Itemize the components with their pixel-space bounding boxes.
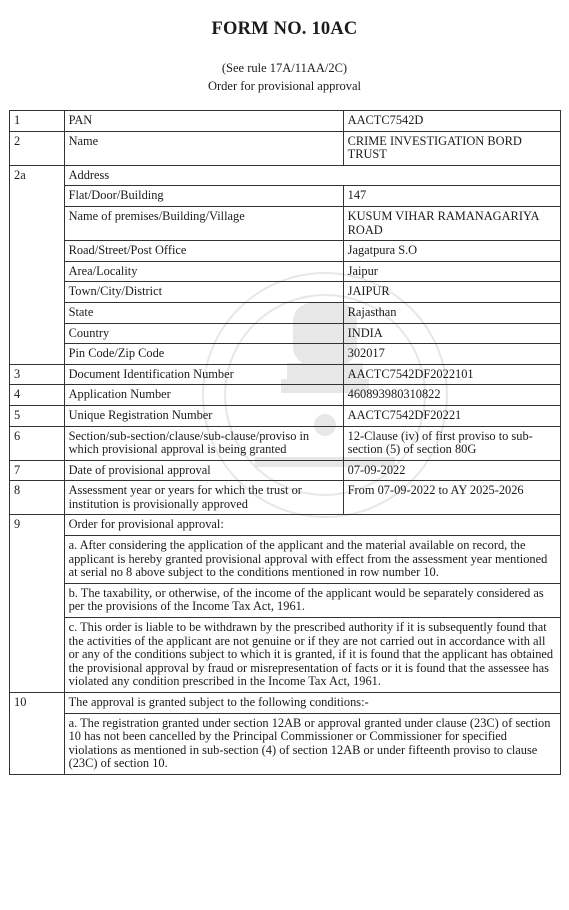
row-number: 3 bbox=[10, 364, 65, 385]
section-heading: Order for provisional approval: bbox=[64, 515, 560, 536]
field-value: 12-Clause (iv) of first proviso to sub-section (5) of section 80G bbox=[343, 426, 560, 460]
row-number: 1 bbox=[10, 111, 65, 132]
field-label: Country bbox=[64, 323, 343, 344]
field-value: 302017 bbox=[343, 344, 560, 365]
field-label: Application Number bbox=[64, 385, 343, 406]
order-paragraph-a: a. After considering the application of the applicant and the material available on record, the applicant is hereby granted provisional approval with effect from the assessment year mentioned at serial no 8 above subject to the conditions mentioned in row number 10. bbox=[64, 536, 560, 584]
row-number: 9 bbox=[10, 515, 65, 693]
table-row bbox=[10, 426, 561, 460]
row-number: 6 bbox=[10, 426, 65, 460]
table-row bbox=[10, 618, 561, 693]
order-paragraph-b: b. The taxability, or otherwise, of the income of the applicant would be separately considered as per the provisions of the Income Tax Act, 1961. bbox=[64, 583, 560, 617]
rule-reference: (See rule 17A/11AA/2C) bbox=[221, 61, 348, 75]
field-label: Address bbox=[64, 165, 560, 186]
field-label: Town/City/District bbox=[64, 282, 343, 303]
row-number: 2 bbox=[10, 131, 65, 165]
field-label: Assessment year or years for which the trust or institution is provisionally approved bbox=[64, 481, 343, 515]
row-number: 8 bbox=[10, 481, 65, 515]
field-value: KUSUM VIHAR RAMANAGARIYA ROAD bbox=[343, 206, 560, 240]
form-table bbox=[9, 110, 561, 775]
form-subtitle: Order for provisional approval bbox=[207, 79, 362, 93]
table-row bbox=[10, 583, 561, 617]
table-row bbox=[10, 460, 561, 481]
field-label: Pin Code/Zip Code bbox=[64, 344, 343, 365]
field-label: State bbox=[64, 302, 343, 323]
field-value: AACTC7542DF20221 bbox=[343, 405, 560, 426]
row-number: 2a bbox=[10, 165, 65, 364]
field-value: 07-09-2022 bbox=[343, 460, 560, 481]
row-number: 4 bbox=[10, 385, 65, 406]
field-label: Flat/Door/Building bbox=[64, 186, 343, 207]
order-paragraph-c: c. This order is liable to be withdrawn by the prescribed authority if it is subsequently found that the activities of the applicant are not genuine or if they are not carried out in accordance with all or any of the conditions subject to which it is granted, if it is found that the applicant has obtained the provisional approval by fraud or misrepresentation of facts or it is found that the assessee has violated any condition prescribed in the Income Tax Act, 1961. bbox=[64, 618, 560, 693]
field-label: Name of premises/Building/Village bbox=[64, 206, 343, 240]
table-row bbox=[10, 344, 561, 365]
table-row bbox=[10, 261, 561, 282]
row-number: 5 bbox=[10, 405, 65, 426]
table-row bbox=[10, 302, 561, 323]
section-heading: The approval is granted subject to the following conditions:- bbox=[64, 693, 560, 714]
field-label: Document Identification Number bbox=[64, 364, 343, 385]
field-label: Unique Registration Number bbox=[64, 405, 343, 426]
table-row bbox=[10, 282, 561, 303]
table-row bbox=[10, 165, 561, 186]
field-value: JAIPUR bbox=[343, 282, 560, 303]
table-row bbox=[10, 364, 561, 385]
field-label: Date of provisional approval bbox=[64, 460, 343, 481]
table-row bbox=[10, 515, 561, 536]
field-value: AACTC7542D bbox=[343, 111, 560, 132]
field-value: Rajasthan bbox=[343, 302, 560, 323]
table-row bbox=[10, 405, 561, 426]
field-label: Name bbox=[64, 131, 343, 165]
field-label: Road/Street/Post Office bbox=[64, 241, 343, 262]
table-row bbox=[10, 693, 561, 714]
table-row bbox=[10, 131, 561, 165]
row-number: 7 bbox=[10, 460, 65, 481]
field-value: Jaipur bbox=[343, 261, 560, 282]
field-value: INDIA bbox=[343, 323, 560, 344]
table-row bbox=[10, 186, 561, 207]
table-row bbox=[10, 713, 561, 774]
form-title: FORM NO. 10AC bbox=[211, 19, 358, 39]
table-row bbox=[10, 536, 561, 584]
field-value: Jagatpura S.O bbox=[343, 241, 560, 262]
field-value: CRIME INVESTIGATION BORD TRUST bbox=[343, 131, 560, 165]
table-row bbox=[10, 111, 561, 132]
table-row bbox=[10, 206, 561, 240]
field-value: 147 bbox=[343, 186, 560, 207]
field-value: From 07-09-2022 to AY 2025-2026 bbox=[343, 481, 560, 515]
field-label: PAN bbox=[64, 111, 343, 132]
table-row bbox=[10, 481, 561, 515]
condition-paragraph-a: a. The registration granted under section 12AB or approval granted under clause (23C) of section 10 has not been cancelled by the Principal Commissioner or Commissioner for specified violations as mentioned in sub-section (4) of section 12AB or under fifteenth proviso to clause (23C) of section 10. bbox=[64, 713, 560, 774]
field-value: AACTC7542DF2022101 bbox=[343, 364, 560, 385]
field-label: Area/Locality bbox=[64, 261, 343, 282]
table-row bbox=[10, 323, 561, 344]
table-row bbox=[10, 241, 561, 262]
row-number: 10 bbox=[10, 693, 65, 775]
field-label: Section/sub-section/clause/sub-clause/proviso in which provisional approval is being granted bbox=[64, 426, 343, 460]
table-row bbox=[10, 385, 561, 406]
field-value: 460893980310822 bbox=[343, 385, 560, 406]
